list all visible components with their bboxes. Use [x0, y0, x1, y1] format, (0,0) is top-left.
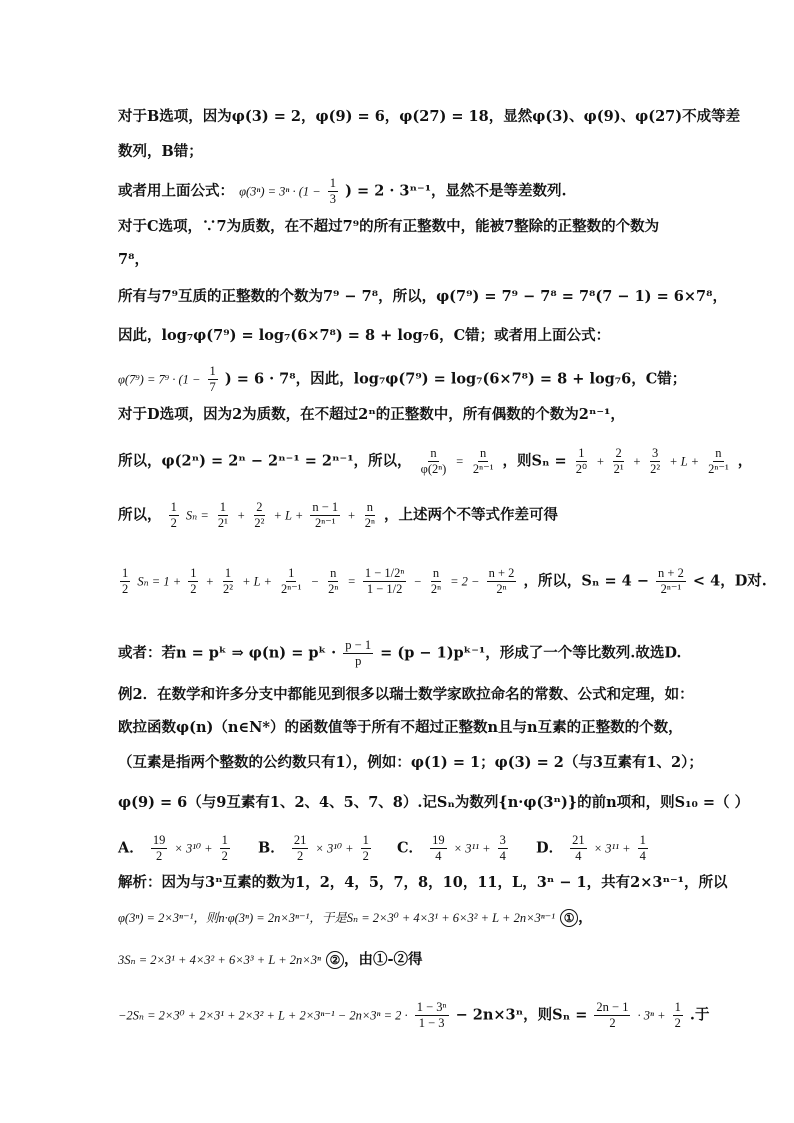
text-span: ) = 2 · 3ⁿ⁻¹，显然不是等差数列. — [345, 182, 567, 200]
para-option-b: 对于B选项，因为φ(3) = 2，φ(9) = 6，φ(27) = 18，显然φ(3)、φ(9)、φ(27)不成等差 — [118, 108, 741, 125]
solution-intro: 解析：因为与3ⁿ互素的数为1，2，4，5，7，8，10，11，L，3ⁿ − 1，共有2×3ⁿ⁻¹，所以 — [118, 874, 728, 891]
fraction-num: 2n − 1 — [596, 1000, 629, 1014]
fraction — [363, 566, 406, 597]
fraction-den: p — [355, 654, 362, 668]
fraction-den: 4 — [575, 849, 582, 863]
solution-result — [118, 1000, 709, 1031]
fraction-den: 2¹ — [613, 462, 624, 476]
math-span: + L + — [669, 454, 700, 469]
para-coprime-count: 所有与7⁹互质的正整数的个数为7⁹ − 7⁸，所以，φ(7⁹) = 7⁹ − 7⁸ = 7⁸(7 − 1) = 6×7⁸， — [118, 288, 727, 305]
fraction — [328, 176, 338, 207]
math-span: × 3¹⁰ + — [315, 841, 354, 856]
fraction-den: 4 — [499, 849, 506, 863]
fraction-num: n − 1 — [312, 500, 339, 514]
fraction — [648, 446, 662, 477]
fraction-den: 2ⁿ⁻¹ — [660, 582, 682, 596]
option-d — [536, 833, 650, 864]
plus-sign: + — [596, 454, 605, 469]
option-c — [397, 833, 510, 864]
text-span: .于 — [689, 1006, 710, 1024]
fraction-den: 2ⁿ⁻¹ — [472, 462, 494, 476]
fraction — [310, 500, 340, 531]
fraction-num: n — [330, 566, 337, 580]
fraction-num: 1 − 1/2ⁿ — [364, 566, 405, 580]
fraction — [429, 566, 443, 597]
fraction-num: p − 1 — [345, 638, 372, 652]
math-span: φ(7⁹) = 7⁹ · (1 − — [118, 372, 201, 387]
fraction-num: 21 — [293, 833, 307, 847]
option-label: B． — [258, 839, 285, 857]
fraction-den: 2 — [190, 582, 197, 596]
fraction-num: 2 — [256, 500, 263, 514]
para-formula-c — [118, 364, 686, 395]
text-span: ，由①-②得 — [343, 951, 423, 968]
math-span: 3Sₙ = 2×3¹ + 4×3² + 6×3³ + L + 2n×3ⁿ — [118, 953, 321, 967]
para-option-b-cont: 数列，B错； — [118, 143, 203, 160]
fraction-num: n — [366, 500, 373, 514]
fraction-den: 2ⁿ⁻¹ — [708, 462, 729, 476]
fraction-num: 1 — [578, 446, 585, 460]
fraction — [612, 446, 626, 477]
fraction-num: 1 — [674, 1000, 681, 1014]
fraction — [151, 833, 168, 864]
fraction-den: 2² — [223, 582, 233, 596]
fraction-den: φ(2ⁿ) — [420, 462, 447, 476]
fraction — [419, 446, 449, 477]
math-span: × 3¹¹ + — [453, 841, 491, 856]
option-a — [118, 833, 232, 864]
fraction — [415, 1000, 449, 1031]
fraction — [326, 566, 340, 597]
fraction-num: n — [430, 446, 437, 460]
option-label: C． — [397, 839, 424, 857]
fraction-num: 2 — [615, 446, 622, 460]
fraction-num: 1 − 3ⁿ — [416, 1000, 447, 1014]
fraction-den: 2ⁿ — [364, 516, 375, 530]
math-span: = — [455, 454, 464, 469]
para-formula-b — [118, 176, 567, 207]
fraction — [221, 566, 235, 597]
math-span: × 3¹⁰ + — [174, 841, 213, 856]
circled-1-icon: ① — [560, 909, 578, 927]
math-span: φ(3ⁿ) = 3ⁿ · (1 − — [239, 184, 321, 199]
para-sum-definition — [118, 446, 752, 477]
fraction-num: 1 — [224, 566, 232, 580]
math-span: · 3ⁿ + — [637, 1008, 666, 1023]
fraction-den: 2² — [254, 516, 265, 530]
example-2-coprime: （互素是指两个整数的公约数只有1），例如：φ(1) = 1；φ(3) = 2（与3互素有1、2）； — [118, 754, 703, 771]
plus-sign: + — [347, 508, 356, 523]
fraction-num: 1 — [209, 364, 216, 378]
fraction-den: 4 — [435, 849, 442, 863]
fraction — [574, 446, 589, 477]
fraction — [361, 833, 371, 864]
para-alternative — [118, 638, 681, 669]
fraction-den: 3 — [329, 192, 337, 206]
fraction-num: 3 — [499, 833, 506, 847]
plus-sign: + — [205, 574, 214, 589]
math-span: + L + — [273, 508, 304, 523]
fraction — [220, 833, 230, 864]
circled-2-icon: ② — [326, 951, 344, 969]
fraction — [487, 566, 517, 597]
fraction-num: 1 — [221, 833, 228, 847]
plus-sign: + — [236, 508, 246, 523]
math-span: + L + — [242, 574, 272, 589]
fraction-den: 2 — [155, 849, 163, 863]
fraction-num: 21 — [572, 833, 585, 847]
fraction — [208, 364, 218, 395]
option-label: D． — [536, 839, 564, 857]
fraction-den: 2ⁿ — [430, 582, 442, 596]
fraction-den: 2 — [362, 849, 369, 863]
fraction-num: n — [715, 446, 722, 460]
option-label: A． — [118, 839, 144, 857]
fraction-num: n — [432, 566, 440, 580]
fraction-den: 1 − 1/2 — [366, 582, 403, 596]
fraction-den: 4 — [639, 849, 646, 863]
fraction-num: 1 — [329, 176, 337, 190]
para-option-c: 对于C选项，∵7为质数，在不超过7⁹的所有正整数中，能被7整除的正整数的个数为 — [118, 218, 660, 235]
para-option-c-cont: 7⁸， — [118, 251, 149, 268]
math-span: Sₙ = 1 + — [137, 574, 182, 589]
example-2-euler: 欧拉函数φ(n)（n∈N*）的函数值等于所有不超过正整数n且与n互素的正整数的个数， — [118, 719, 683, 736]
math-span: = — [347, 574, 356, 589]
option-b — [258, 833, 373, 864]
text-span: − 2n×3ⁿ，则Sₙ = — [455, 1006, 588, 1024]
fraction — [292, 833, 309, 864]
fraction-den: 2 — [221, 849, 228, 863]
fraction-num: 1 — [170, 500, 177, 514]
math-span: φ(3ⁿ) = 2×3ⁿ⁻¹，则n·φ(3ⁿ) = 2n×3ⁿ⁻¹，于是Sₙ = 2×3⁰ + 4×3¹ + 6×3² + L + 2n×3ⁿ⁻¹ — [118, 911, 556, 925]
fraction — [570, 833, 587, 864]
fraction-den: 2ⁿ — [496, 582, 507, 596]
fraction-num: 19 — [432, 833, 445, 847]
text-span: 所以， — [118, 506, 162, 524]
text-span: ，上述两个不等式作差可得 — [384, 506, 558, 524]
solution-3sum — [118, 950, 422, 970]
para-difference — [118, 566, 767, 597]
fraction-den: 2ⁿ⁻¹ — [315, 516, 336, 530]
fraction-den: 2ⁿ⁻¹ — [280, 582, 302, 596]
text-span: ，则Sₙ = — [502, 452, 567, 470]
fraction — [430, 833, 447, 864]
fraction-den: 7 — [209, 380, 216, 394]
text-span: ， — [578, 909, 593, 926]
fraction-num: 3 — [652, 446, 659, 460]
fraction-num: 1 — [362, 833, 369, 847]
fraction — [169, 500, 179, 531]
fraction — [216, 500, 230, 531]
text-span: = (p − 1)pᵏ⁻¹，形成了一个等比数列.故选D. — [380, 644, 682, 662]
fraction-num: n — [480, 446, 487, 460]
fraction-num: 1 — [122, 566, 129, 580]
fraction-den: 2⁰ — [575, 462, 588, 476]
text-span: ， — [737, 452, 753, 470]
text-span: < 4，D对. — [692, 572, 767, 590]
fraction — [188, 566, 198, 597]
fraction — [673, 1000, 683, 1031]
text-span: ，所以，Sₙ = 4 − — [523, 572, 649, 590]
fraction — [471, 446, 496, 477]
fraction-num: 1 — [219, 500, 226, 514]
text-span: ) = 6 · 7⁸，因此，log₇φ(7⁹) = log₇(6×7⁸) = 8 + log₇6，C错； — [224, 370, 687, 388]
fraction-den: 2¹ — [217, 516, 228, 530]
example-2-question: φ(9) = 6（与9互素有1、2、4、5、7、8）.记Sₙ为数列{n·φ(3ⁿ)}的前n项和，则S₁₀ =（ ） — [118, 794, 750, 811]
fraction-num: n + 2 — [488, 566, 515, 580]
fraction-den: 2² — [650, 462, 661, 476]
fraction-num: 1 — [190, 566, 197, 580]
example-2-title: 例2．在数学和许多分支中都能见到很多以瑞士数学家欧拉命名的常数、公式和定理，如： — [118, 686, 694, 703]
plus-sign: + — [632, 454, 642, 469]
math-span: − — [310, 574, 320, 589]
fraction — [706, 446, 731, 477]
fraction — [343, 638, 373, 669]
fraction — [252, 500, 266, 531]
fraction-den: 1 − 3 — [418, 1016, 445, 1030]
math-span: − — [413, 574, 422, 589]
para-half-sum — [118, 500, 558, 531]
text-span: 或者用上面公式： — [118, 182, 234, 200]
fraction-num: 1 — [639, 833, 646, 847]
fraction-den: 2 — [122, 582, 129, 596]
fraction-den: 2 — [170, 516, 177, 530]
math-span: −2Sₙ = 2×3⁰ + 2×3¹ + 2×3² + L + 2×3ⁿ⁻¹ − 2n×3ⁿ = 2 · — [118, 1008, 408, 1023]
text-span: 所以，φ(2ⁿ) = 2ⁿ − 2ⁿ⁻¹ = 2ⁿ⁻¹，所以， — [118, 452, 412, 470]
fraction-num: 19 — [152, 833, 166, 847]
solution-sum — [118, 908, 593, 928]
fraction — [120, 566, 130, 597]
fraction-num: n + 2 — [658, 566, 684, 580]
fraction — [498, 833, 508, 864]
para-option-d: 对于D选项，因为2为质数，在不超过2ⁿ的正整数中，所有偶数的个数为2ⁿ⁻¹， — [118, 406, 625, 423]
fraction — [656, 566, 686, 597]
text-span: 或者：若n = pᵏ ⇒ φ(n) = pᵏ · — [118, 644, 337, 662]
fraction-den: 2 — [609, 1016, 616, 1030]
math-span: × 3¹¹ + — [593, 841, 631, 856]
fraction — [363, 500, 377, 531]
fraction-den: 2 — [296, 849, 304, 863]
fraction — [638, 833, 648, 864]
math-span: = 2 − — [450, 574, 480, 589]
fraction-den: 2 — [674, 1016, 681, 1030]
fraction — [594, 1000, 630, 1031]
fraction — [279, 566, 304, 597]
para-log-result: 因此，log₇φ(7⁹) = log₇(6×7⁸) = 8 + log₇6，C错；或者用上面公式： — [118, 327, 611, 344]
math-span: Sₙ = — [185, 508, 209, 523]
fraction-den: 2ⁿ — [328, 582, 339, 596]
fraction-num: 1 — [288, 566, 295, 580]
